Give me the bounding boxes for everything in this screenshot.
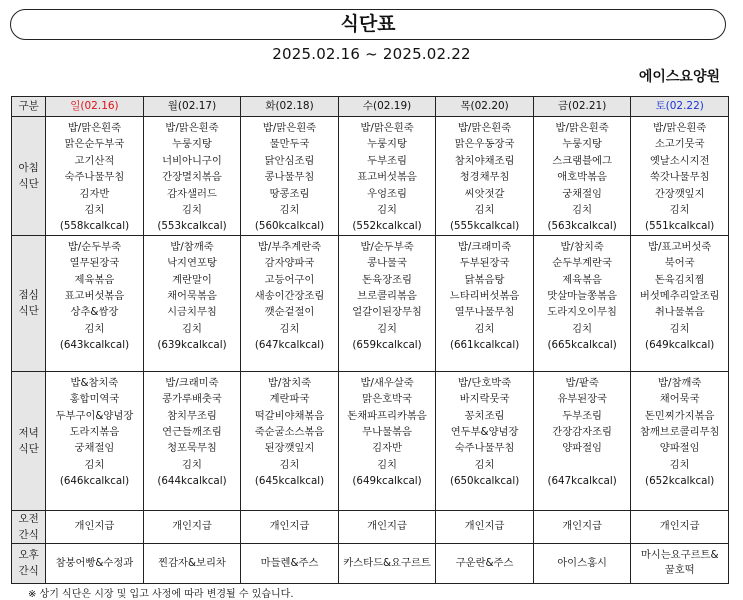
pm-snack-wed-cell xyxy=(338,543,436,583)
menu-item: 취나물볶음 xyxy=(654,306,705,319)
menu-item: (665kcalkcal) xyxy=(547,339,617,352)
breakfast-label-line: 아침 xyxy=(18,161,39,174)
menu-item: 김자반 xyxy=(79,187,110,200)
lunch-mon-cell xyxy=(143,235,241,371)
menu-item: 청포묵무침 xyxy=(167,442,217,455)
menu-item: (555kcalkcal) xyxy=(449,220,520,233)
menu-item: 밥/크래미죽 xyxy=(457,240,512,253)
menu-item: 밥/맑은흰죽 xyxy=(360,122,414,134)
menu-item: 콩가루배춧국 xyxy=(162,393,222,406)
breakfast-sat-cell xyxy=(631,117,729,236)
menu-item: 두부구이&양념장 xyxy=(55,409,134,422)
menu-item: 누룽지탕 xyxy=(562,138,602,151)
dinner-label-line: 식단 xyxy=(18,442,39,455)
dinner-wed-cell xyxy=(338,371,436,510)
menu-item: (560kcalkcal) xyxy=(254,220,325,233)
breakfast-thu-cell xyxy=(436,117,534,236)
menu-item: 참치무조림 xyxy=(167,409,217,422)
menu-item: 밥/순두부죽 xyxy=(360,240,414,253)
pm-snack-tue-cell xyxy=(241,543,339,583)
menu-item: 된장깻잎지 xyxy=(264,442,315,455)
menu-item: 밥/부추계란죽 xyxy=(257,240,322,253)
menu-item: 느타리버섯볶음 xyxy=(449,290,520,303)
snack-item: 마들렌&주스 xyxy=(260,556,319,569)
am-snack-mon-cell xyxy=(143,510,241,543)
lunch-label xyxy=(12,235,46,371)
menu-item: (652kcalkcal) xyxy=(645,475,715,488)
lunch-label-line: 식단 xyxy=(18,305,39,318)
am-snack-sun-cell xyxy=(46,510,144,543)
menu-item: 밥/크래미죽 xyxy=(165,376,219,389)
menu-item: 브로콜리볶음 xyxy=(357,290,417,303)
menu-item: 김치 xyxy=(572,204,593,217)
menu-item: 밥/참치죽 xyxy=(267,376,312,389)
menu-item: 열무된장국 xyxy=(69,257,120,270)
snack-item: 카스타드&요구르트 xyxy=(343,556,431,569)
menu-item: 쑥갓나물무침 xyxy=(649,171,710,184)
menu-item: (643kcalkcal) xyxy=(59,339,130,352)
menu-item: 북어국 xyxy=(664,257,695,270)
lunch-thu-cell xyxy=(436,235,534,371)
menu-item: 김치 xyxy=(377,322,397,335)
breakfast-tue-cell xyxy=(241,117,339,236)
menu-item: 열무나물무침 xyxy=(454,306,515,319)
menu-item: 씨앗젓갈 xyxy=(464,187,505,200)
lunch-tue-cell xyxy=(241,235,339,371)
menu-item: 간장깻잎지 xyxy=(654,187,705,200)
breakfast-fri-cell xyxy=(533,117,631,236)
menu-item: 제육볶음 xyxy=(74,273,115,286)
dinner-sun-cell xyxy=(46,371,144,510)
menu-item: 김치 xyxy=(84,204,105,217)
menu-item: 고기산적 xyxy=(74,154,115,167)
menu-item: 밥/새우살죽 xyxy=(360,376,414,389)
pm-snack-label-line: 간식 xyxy=(18,565,39,578)
menu-item: 새송이간장조림 xyxy=(254,290,325,303)
menu-item: 김치 xyxy=(474,322,495,335)
pm-snack-mon-cell xyxy=(143,543,241,583)
lunch-label-line: 점심 xyxy=(18,289,39,302)
menu-item: (645kcalkcal) xyxy=(254,475,325,488)
am-snack-tue-cell xyxy=(241,510,339,543)
menu-item: (551kcalkcal) xyxy=(645,220,715,233)
dinner-label xyxy=(12,371,46,510)
pm-snack-sat-cell xyxy=(631,543,729,583)
menu-item: 밥/맑은흰죽 xyxy=(555,122,609,134)
lunch-row xyxy=(12,235,729,371)
menu-item: 청경채무침 xyxy=(459,171,510,184)
menu-item: 홍합미역국 xyxy=(69,393,120,406)
menu-item: (552kcalkcal) xyxy=(352,220,422,233)
menu-item: 얼갈이된장무침 xyxy=(352,306,422,319)
menu-item: 계란파국 xyxy=(269,393,310,406)
menu-item: 밥/참치죽 xyxy=(560,240,604,253)
menu-item: 소고기뭇국 xyxy=(654,138,705,151)
menu-item: 너비아니구이 xyxy=(162,154,222,167)
menu-item: (647kcalkcal) xyxy=(547,475,617,488)
menu-item: 궁채절임 xyxy=(74,442,115,455)
menu-item: 돈채파프리카볶음 xyxy=(347,409,427,422)
menu-item: 닭안심조림 xyxy=(264,154,315,167)
menu-item: 김치 xyxy=(669,322,690,335)
pm-snack-row xyxy=(12,543,729,583)
menu-item: 맑은우동장국 xyxy=(454,138,515,151)
menu-item: 김치 xyxy=(669,458,690,471)
menu-item: 김치 xyxy=(84,322,105,335)
menu-item: 낙지연포탕 xyxy=(167,257,217,270)
menu-item: 궁채절임 xyxy=(562,187,602,200)
menu-item: 누룽지탕 xyxy=(367,138,407,151)
menu-item: 죽순굴소스볶음 xyxy=(254,426,325,439)
menu-item: (646kcalkcal) xyxy=(59,475,130,488)
menu-item: 바지락뭇국 xyxy=(459,393,510,406)
menu-item: 연근들깨조림 xyxy=(162,426,222,439)
dinner-fri-cell xyxy=(533,371,631,510)
menu-item: 땅콩조림 xyxy=(269,187,310,200)
menu-item: 돈민찌가지볶음 xyxy=(644,409,715,422)
header-label: 구분 xyxy=(12,97,46,117)
dinner-label-line: 저녁 xyxy=(18,426,39,439)
am-snack-label-line: 오전 xyxy=(18,512,39,525)
day-header-wed: 수(02.19) xyxy=(338,97,436,117)
pm-snack-sun-cell xyxy=(46,543,144,583)
menu-item: 밥/팥죽 xyxy=(565,376,599,389)
snack-item: 개인지급 xyxy=(172,520,212,533)
menu-item: 밥/맑은흰죽 xyxy=(457,122,512,134)
menu-item: 돈육김치찜 xyxy=(654,273,705,286)
footnote: ※ 상기 식단은 시장 및 입고 사정에 따라 변경될 수 있습니다. xyxy=(28,589,294,600)
menu-item: 김치 xyxy=(474,204,495,217)
snack-item: 개인지급 xyxy=(464,520,505,533)
menu-item: 상추&쌈장 xyxy=(70,306,119,319)
snack-item: 구운란&주스 xyxy=(455,556,514,569)
menu-item: 우엉조림 xyxy=(367,187,407,200)
menu-item: 숙주나물무침 xyxy=(454,442,515,455)
menu-item: (659kcalkcal) xyxy=(352,339,422,352)
snack-item: 찐감자&보리차 xyxy=(158,556,226,569)
menu-item: 채어묵국 xyxy=(659,393,700,406)
menu-item: 김치 xyxy=(474,458,495,471)
menu-item: 두부된장국 xyxy=(459,257,510,270)
menu-item: 콩나물국 xyxy=(367,257,407,270)
menu-item: 참치야채조림 xyxy=(454,154,515,167)
menu-item: (647kcalkcal) xyxy=(254,339,325,352)
snack-item: 참붕어빵&수정과 xyxy=(55,556,134,569)
menu-item: 스크램블에그 xyxy=(552,154,612,167)
menu-item: 밥/순두부죽 xyxy=(67,240,122,253)
menu-item: 김치 xyxy=(279,204,300,217)
pm-snack-thu-cell xyxy=(436,543,534,583)
menu-item xyxy=(534,457,631,473)
menu-item: (649kcalkcal) xyxy=(645,339,715,352)
menu-item: 감자샐러드 xyxy=(167,187,217,200)
page-title: 식단표 xyxy=(10,9,726,40)
pm-snack-fri-cell xyxy=(533,543,631,583)
menu-item: 맑은호박국 xyxy=(362,393,412,406)
menu-item: 돈육장조림 xyxy=(362,273,412,286)
organization-name: 에이스요양원 xyxy=(638,69,720,85)
menu-item: 밥/단호박죽 xyxy=(457,376,512,389)
menu-item: 간장멸치볶음 xyxy=(162,171,222,184)
menu-item: 계란말이 xyxy=(172,273,212,286)
am-snack-label-line: 간식 xyxy=(18,528,39,541)
header-row xyxy=(12,97,729,117)
am-snack-label xyxy=(12,510,46,543)
lunch-fri-cell xyxy=(533,235,631,371)
menu-item: (563kcalkcal) xyxy=(547,220,617,233)
am-snack-fri-cell xyxy=(533,510,631,543)
menu-table xyxy=(11,96,729,584)
menu-item: 양파절임 xyxy=(562,442,602,455)
menu-item: 표고버섯볶음 xyxy=(64,290,125,303)
menu-item: 꽁치조림 xyxy=(464,409,505,422)
dinner-thu-cell xyxy=(436,371,534,510)
menu-item: 버섯메추리알조림 xyxy=(639,290,720,303)
menu-item: 깻순겉절이 xyxy=(264,306,315,319)
menu-item: 순두부계란국 xyxy=(552,257,612,270)
menu-item: 김치 xyxy=(84,458,105,471)
menu-item: 김치 xyxy=(182,204,202,217)
menu-item: 김치 xyxy=(669,204,690,217)
menu-item: 김자반 xyxy=(372,442,402,455)
pm-snack-label xyxy=(12,543,46,583)
menu-item: 밥/참깨죽 xyxy=(658,376,702,389)
menu-item: 김치 xyxy=(279,322,300,335)
menu-item: 고등어구이 xyxy=(264,273,315,286)
menu-item: 두부조림 xyxy=(562,409,602,422)
menu-item: 시금치무침 xyxy=(167,306,217,319)
pm-snack-label-line: 오후 xyxy=(18,549,39,562)
menu-item: 밥/표고버섯죽 xyxy=(648,240,712,253)
menu-item: 밥&참치죽 xyxy=(70,376,119,389)
menu-item: 유부된장국 xyxy=(557,393,607,406)
menu-item: (639kcalkcal) xyxy=(157,339,227,352)
am-snack-wed-cell xyxy=(338,510,436,543)
dinner-sat-cell xyxy=(631,371,729,510)
snack-item: 개인지급 xyxy=(367,520,407,533)
menu-item: 김치 xyxy=(572,322,593,335)
am-snack-thu-cell xyxy=(436,510,534,543)
menu-item: 밥/참깨죽 xyxy=(170,240,214,253)
menu-item: 김치 xyxy=(182,458,202,471)
snack-item: 개인지급 xyxy=(659,520,700,533)
menu-item: 밥/맑은흰죽 xyxy=(262,122,317,134)
day-header-sun: 일(02.16) xyxy=(46,97,144,117)
menu-item: 참깨브로콜리무침 xyxy=(639,426,720,439)
menu-item: (644kcalkcal) xyxy=(157,475,227,488)
menu-item: 간장감자조림 xyxy=(552,426,612,439)
menu-item: 옛날소시지전 xyxy=(649,154,710,167)
menu-item: 밥/맑은흰죽 xyxy=(165,122,219,134)
menu-item: 김치 xyxy=(279,458,300,471)
menu-item: (649kcalkcal) xyxy=(352,475,422,488)
menu-item: 애호박볶음 xyxy=(557,171,607,184)
menu-item: 표고버섯볶음 xyxy=(357,171,417,184)
lunch-wed-cell xyxy=(338,235,436,371)
menu-item: 무나물볶음 xyxy=(362,426,412,439)
menu-item: 김치 xyxy=(377,458,397,471)
date-range: 2025.02.16 ~ 2025.02.22 xyxy=(272,45,471,63)
menu-item: 감자양파국 xyxy=(264,257,315,270)
breakfast-wed-cell xyxy=(338,117,436,236)
menu-item: 누룽지탕 xyxy=(172,138,212,151)
dinner-row xyxy=(12,371,729,510)
menu-item: 콩나물무침 xyxy=(264,171,315,184)
breakfast-label-line: 식단 xyxy=(18,177,39,190)
snack-item: 아이스홍시 xyxy=(557,556,607,569)
menu-item: (661kcalkcal) xyxy=(449,339,520,352)
menu-item: (650kcalkcal) xyxy=(449,475,520,488)
day-header-sat: 토(02.22) xyxy=(631,97,729,117)
day-header-thu: 목(02.20) xyxy=(436,97,534,117)
menu-item: 떡갈비야채볶음 xyxy=(254,409,325,422)
snack-item: 개인지급 xyxy=(562,520,602,533)
breakfast-label xyxy=(12,117,46,236)
breakfast-mon-cell xyxy=(143,117,241,236)
menu-item: 닭볶음탕 xyxy=(464,273,505,286)
snack-item: 마시는요구르트&꿀호떡 xyxy=(640,549,719,577)
menu-item: 연두부&양념장 xyxy=(450,426,519,439)
menu-item: 맛살마늘쫑볶음 xyxy=(547,290,617,303)
menu-item: 제육볶음 xyxy=(562,273,602,286)
menu-item: 김치 xyxy=(182,322,202,335)
menu-item: 도라지오이무침 xyxy=(547,306,617,319)
menu-item: 양파절임 xyxy=(659,442,700,455)
lunch-sun-cell xyxy=(46,235,144,371)
day-header-tue: 화(02.18) xyxy=(241,97,339,117)
snack-item: 개인지급 xyxy=(269,520,310,533)
menu-item: (558kcalkcal) xyxy=(59,220,130,233)
menu-item: 숙주나물무침 xyxy=(64,171,125,184)
day-header-mon: 월(02.17) xyxy=(143,97,241,117)
menu-item: 두부조림 xyxy=(367,154,407,167)
day-header-fri: 금(02.21) xyxy=(533,97,631,117)
lunch-sat-cell xyxy=(631,235,729,371)
breakfast-row xyxy=(12,117,729,236)
am-snack-row xyxy=(12,510,729,543)
dinner-mon-cell xyxy=(143,371,241,510)
menu-item: 물만두국 xyxy=(269,138,310,151)
snack-item: 개인지급 xyxy=(74,520,115,533)
menu-item: 밥/맑은흰죽 xyxy=(653,122,707,134)
dinner-tue-cell xyxy=(241,371,339,510)
menu-item: 도라지볶음 xyxy=(69,426,120,439)
am-snack-sat-cell xyxy=(631,510,729,543)
menu-item: (553kcalkcal) xyxy=(157,220,227,233)
menu-item: 김치 xyxy=(377,204,397,217)
menu-item: 밥/맑은흰죽 xyxy=(67,122,122,134)
breakfast-sun-cell xyxy=(46,117,144,236)
menu-item: 맑은순두부국 xyxy=(64,138,125,151)
menu-item: 채어묵볶음 xyxy=(167,290,217,303)
